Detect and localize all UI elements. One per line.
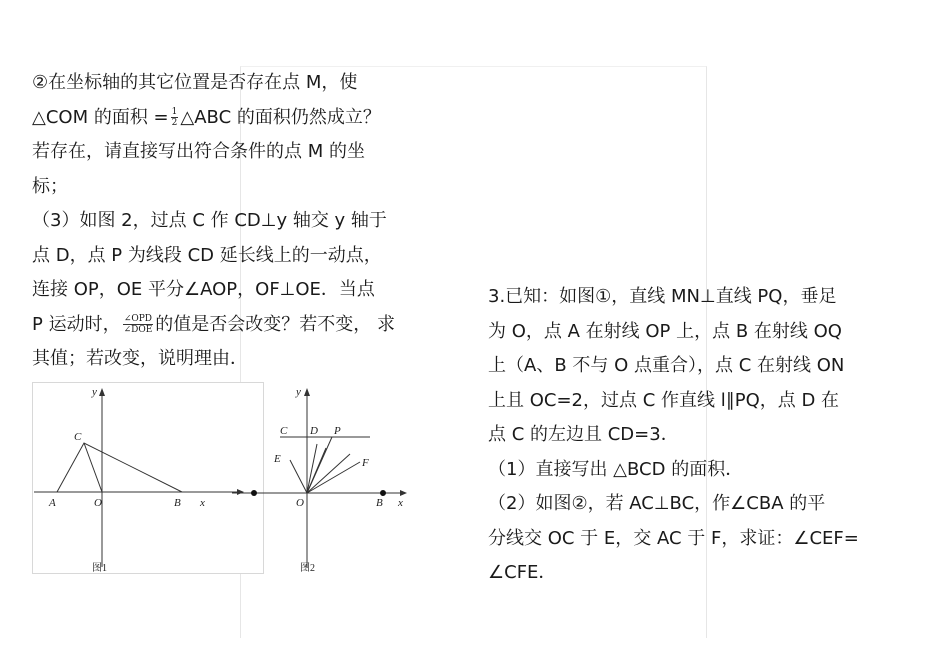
figure-2	[230, 382, 410, 574]
text-line: （2）如图②，若 AC⊥BC，作∠CBA 的平	[488, 493, 826, 514]
label-y: y	[296, 386, 301, 398]
label-d: D	[310, 425, 318, 437]
text-line: 连接 OP，OE 平分∠AOP，OF⊥OE．当点	[32, 279, 375, 300]
text-line: 为 O，点 A 在射线 OP 上，点 B 在射线 OQ	[488, 320, 842, 342]
text-line: 标；	[32, 175, 68, 197]
label-b: B	[376, 497, 383, 509]
label-x: x	[398, 497, 403, 509]
label-e: E	[274, 453, 281, 465]
fraction	[123, 314, 154, 335]
text-line: ∠CFE．	[488, 562, 557, 583]
fraction-denominator: ∠DOE	[123, 325, 153, 335]
label-c: C	[280, 425, 288, 437]
text-line: 点 C 的左边且 CD=3．	[488, 424, 679, 445]
text-line: 若存在，请直接写出符合条件的点 M 的坐	[32, 141, 365, 162]
label-p: P	[334, 425, 341, 437]
label-a: A	[49, 497, 56, 509]
label-o: O	[94, 497, 102, 509]
ray-2	[307, 448, 326, 493]
text-line: 3.已知：如图①，直线 MN⊥直线 PQ，垂足	[488, 286, 837, 307]
text-line: （3）如图 2，过点 C 作 CD⊥y 轴交 y 轴于	[32, 210, 387, 231]
label-f: F	[362, 457, 369, 469]
text-line-with-fraction	[32, 308, 462, 343]
right-column	[488, 280, 918, 591]
label-x: x	[200, 497, 205, 509]
ray-of	[307, 462, 360, 493]
ray-oe	[290, 460, 307, 493]
text-segment: △ABC 的面积仍然成立？	[180, 106, 381, 128]
text-segment: 的值是否会改变？若不变， 求	[155, 313, 396, 335]
fraction-numerator: 1	[171, 107, 178, 117]
text-line: 点 D，点 P 为线段 CD 延长线上的一动点，	[32, 244, 382, 266]
label-c: C	[74, 431, 82, 443]
text-line-with-fraction	[32, 101, 462, 136]
fraction	[171, 107, 179, 128]
label-b: B	[174, 497, 181, 509]
text-line: 分线交 OC 于 E，交 AC 于 F，求证：∠CEF=	[488, 527, 859, 549]
text-line: 其值；若改变，说明理由．	[32, 348, 248, 369]
label-y: y	[92, 386, 97, 398]
text-segment: P 运动时，	[32, 313, 121, 335]
point-a	[251, 490, 257, 496]
text-line: 上（A、B 不与 O 点重合），点 C 在射线 ON	[488, 355, 845, 376]
label-o: O	[296, 497, 304, 509]
text-line: 上且 OC=2，过点 C 作直线 l∥PQ，点 D 在	[488, 389, 840, 411]
point-b	[380, 490, 386, 496]
text-segment: △COM 的面积 =	[32, 106, 169, 128]
left-column	[32, 66, 462, 377]
figure-caption: 图2	[300, 563, 315, 574]
x-axis-arrow-icon	[400, 490, 407, 496]
fraction-denominator: 2	[171, 118, 178, 128]
figure-caption: 图1	[92, 563, 107, 574]
text-line: ②在坐标轴的其它位置是否存在点 M，使	[32, 72, 358, 93]
y-axis-arrow-icon	[304, 388, 310, 396]
fraction-numerator: ∠OPD	[123, 314, 153, 324]
text-line: （1）直接写出 △BCD 的面积．	[488, 458, 744, 480]
